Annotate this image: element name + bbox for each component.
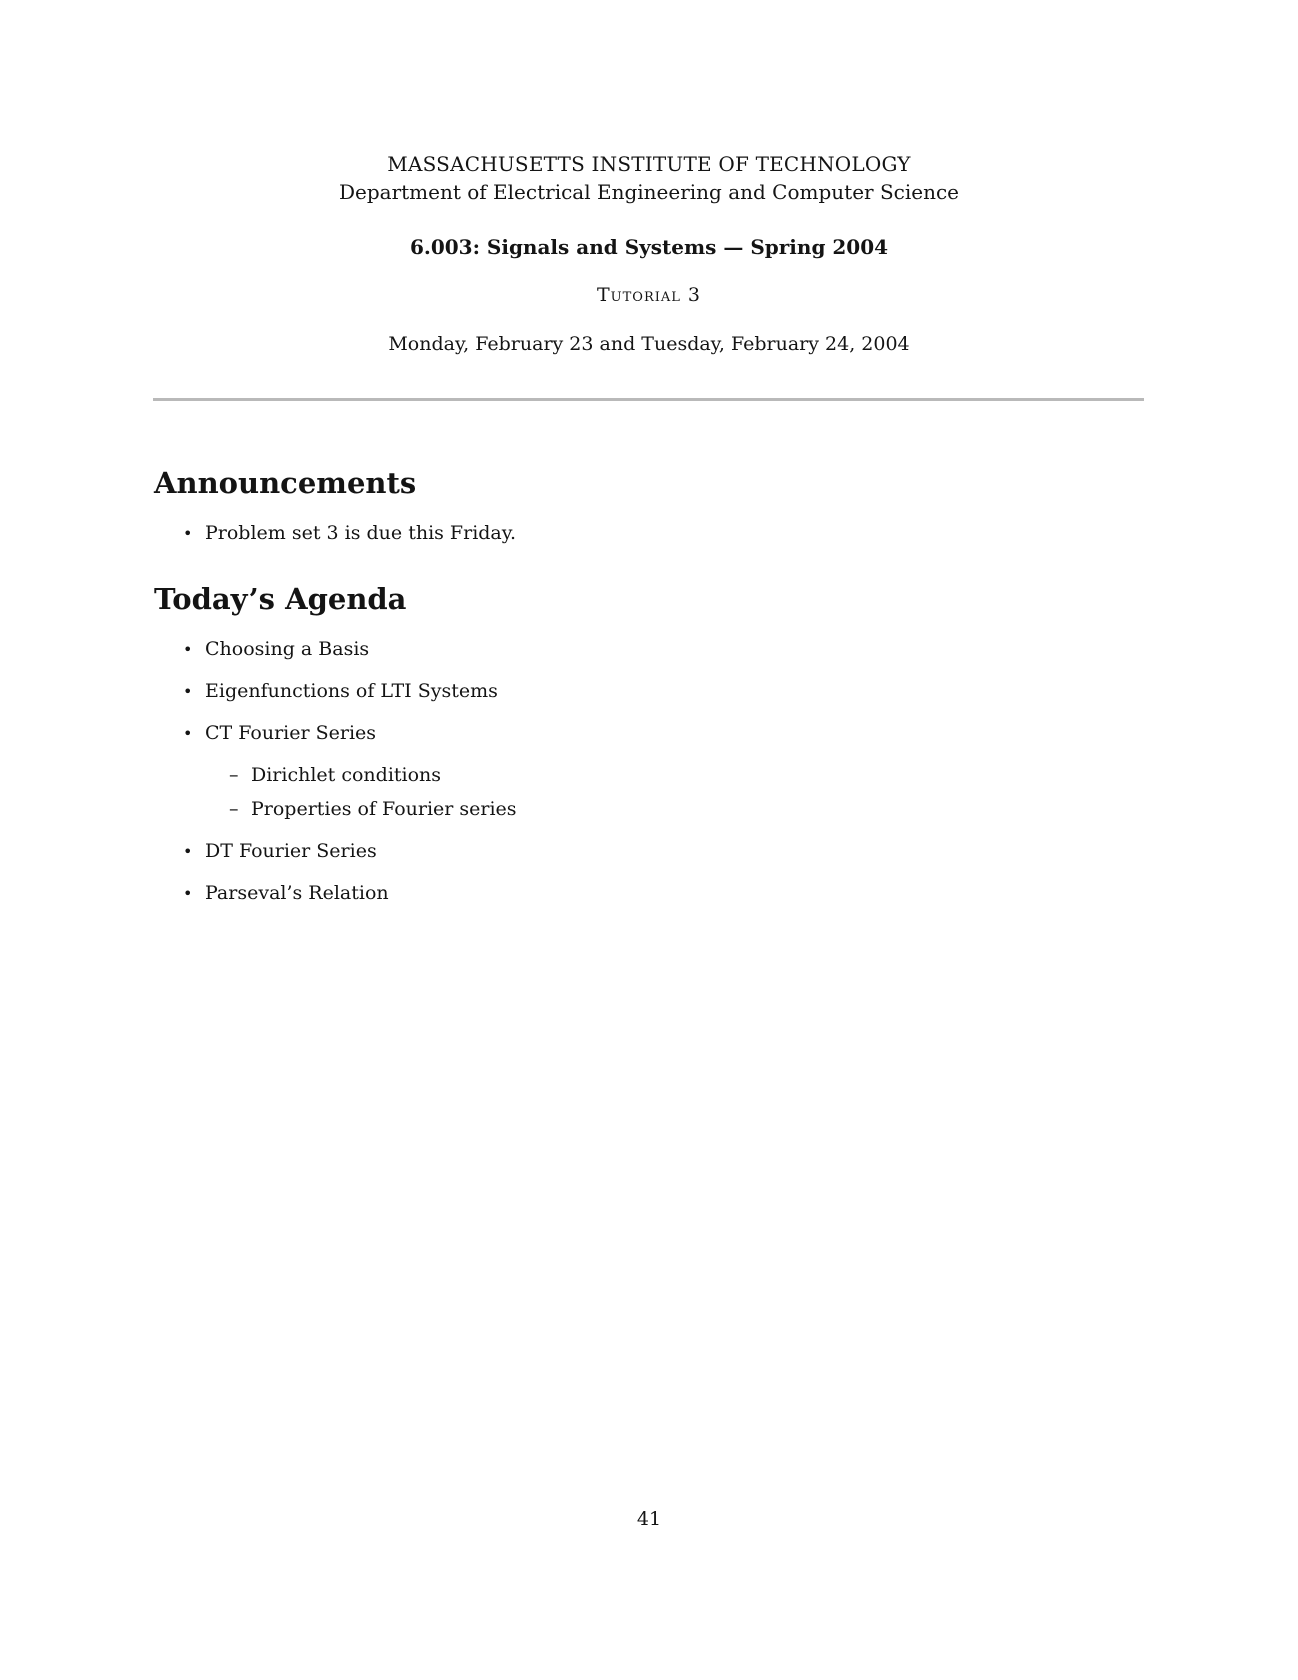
bullet-icon: • [183,682,193,701]
institution-name: MASSACHUSETTS INSTITUTE OF TECHNOLOGY [387,152,911,176]
department-name: Department of Electrical Engineering and Computer Science [338,180,959,204]
announcement-item [183,522,516,544]
agenda-item-text: Eigenfunctions of LTI Systems [205,680,498,702]
course-title: 6.003: Signals and Systems — Spring 2004 [409,235,889,259]
bullet-icon: • [183,842,193,861]
horizontal-rule [153,398,1144,401]
agenda-heading: Today’s Agenda [154,582,407,616]
page-number: 41 [636,1508,662,1530]
agenda-subitem [229,764,441,786]
agenda-item-text: CT Fourier Series [205,722,377,744]
agenda-item [183,840,377,862]
agenda-item-text: Parseval’s Relation [205,882,389,904]
dash-icon: – [229,764,239,786]
agenda-subitem [229,798,517,820]
agenda-item-text: DT Fourier Series [205,840,377,862]
bullet-icon: • [183,884,193,903]
agenda-item [183,680,498,702]
announcement-text: Problem set 3 is due this Friday. [205,522,517,544]
agenda-item [183,638,369,660]
agenda-item-text: Choosing a Basis [205,638,370,660]
announcements-heading: Announcements [154,466,417,500]
dash-icon: – [229,798,239,820]
bullet-icon: • [183,640,193,659]
agenda-item [183,722,376,744]
agenda-subitem-text: Properties of Fourier series [251,798,517,820]
tutorial-number: Tutorial 3 [596,284,702,306]
tutorial-date: Monday, February 23 and Tuesday, February 24, 2004 [388,333,910,355]
bullet-icon: • [183,524,193,543]
bullet-icon: • [183,724,193,743]
agenda-subitem-text: Dirichlet conditions [251,764,442,786]
agenda-item [183,882,389,904]
